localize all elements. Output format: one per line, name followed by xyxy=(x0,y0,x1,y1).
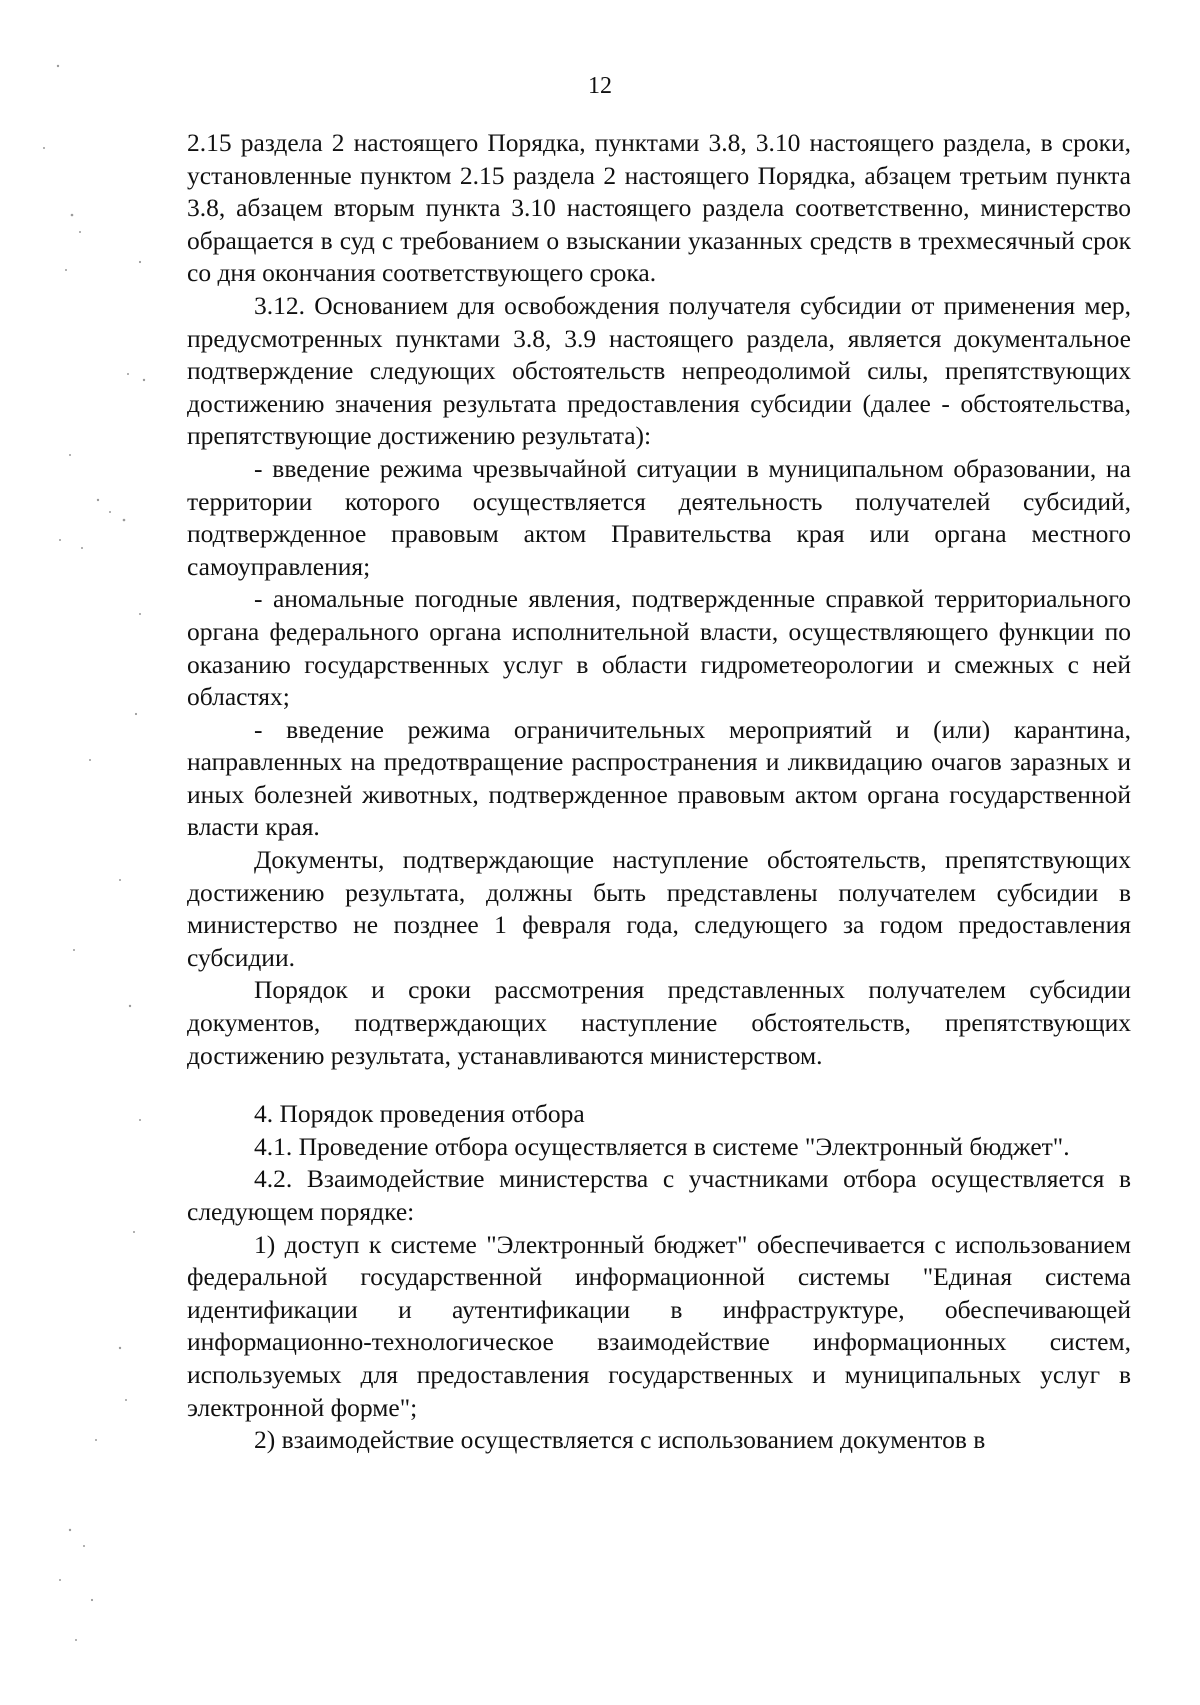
paragraph-continuation: 2.15 раздела 2 настоящего Порядка, пунктами 3.8, 3.10 настоящего раздела, в сроки, установленные пунктом 2.15 раздела 2 настоящего Порядка, абзацем третьим пункта 3.8, абзацем вторым пункта 3.10 настоящего раздела соответственно, министерство обращается в суд с требованием о взыскании указанных средств в трехмесячный срок со дня окончания соответствующего срока. xyxy=(187,128,1131,288)
paragraph-4-1: 4.1. Проведение отбора осуществляется в системе "Электронный бюджет". xyxy=(254,1131,1070,1161)
paragraph-documents: Документы, подтверждающие наступление обстоятельств, препятствующих достижению результата, должны быть представлены получателем субсидии в министерство не позднее 1 февраля года, следующего за годом предоставления субсидии. xyxy=(187,845,1131,972)
list-item-weather: - аномальные погодные явления, подтвержденные справкой территориального органа федерального органа исполнительной власти, осуществляющего функции по оказанию государственных услуг в области гидрометеорологии и смежных с ней областях; xyxy=(187,584,1131,712)
document-body xyxy=(187,127,1131,1457)
paragraph-3-12: 3.12. Основанием для освобождения получателя субсидии от применения мер, предусмотренных пунктами 3.8, 3.9 настоящего раздела, является документальное подтверждение следующих обстоятельств непреодолимой силы, препятствующих достижению значения результата предоставления субсидии (далее - обстоятельства, препятствующие достижению результата): xyxy=(187,290,1131,451)
paragraph-4-2: 4.2. Взаимодействие министерства с участниками отбора осуществляется в следующем порядке: xyxy=(187,1164,1131,1226)
list-item-quarantine: - введение режима ограничительных мероприятий и (или) карантина, направленных на предотвращение распространения и ликвидацию очагов заразных и иных болезней животных, подтвержденное правовым актом органа государственной власти края. xyxy=(187,714,1131,842)
section-heading: 4. Порядок проведения отбора xyxy=(254,1099,585,1129)
list-item-1: 1) доступ к системе "Электронный бюджет" обеспечивается с использованием федеральной государственной информационной системы "Единая система идентификации и аутентификации в инфраструктуре, обеспечивающей информационно-технологическое взаимодействие информационных систем, используемых для предоставления государственных и муниципальных услуг в электронной форме"; xyxy=(187,1229,1131,1422)
paragraph-review-order: Порядок и сроки рассмотрения представленных получателем субсидии документов, подтверждающих наступление обстоятельств, препятствующих достижению результата, устанавливаются министерством. xyxy=(187,975,1131,1070)
scan-noise-specks xyxy=(0,0,170,1705)
page-number: 12 xyxy=(588,73,612,99)
list-item-emergency: - введение режима чрезвычайной ситуации в муниципальном образовании, на территории которого осуществляется деятельность получателей субсидий, подтвержденное правовым актом Правительства края или органа местного самоуправления; xyxy=(187,453,1131,581)
list-item-2: 2) взаимодействие осуществляется с использованием документов в xyxy=(254,1425,986,1455)
